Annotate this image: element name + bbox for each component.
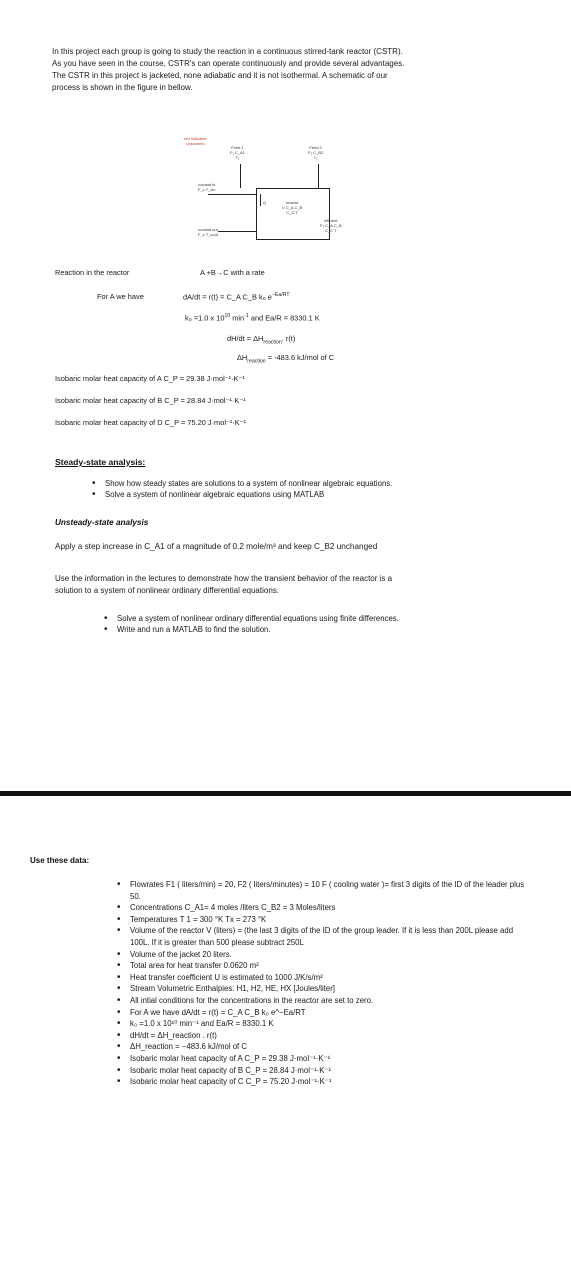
feed1-title: Feed 1 [231, 145, 244, 150]
coolant-in-line [208, 194, 256, 195]
dh-reaction-text: ΔH [237, 353, 248, 362]
data-item-cp-a: • Isobaric molar heat capacity of A C_P = 29.38 J·mol⁻¹·K⁻¹ [130, 1053, 530, 1065]
page-divider [0, 791, 571, 796]
feed1-label [230, 145, 245, 160]
data-item-temperatures: • Temperatures T 1 = 300 °K Tx = 273 °K [130, 914, 530, 926]
red-note-line2: unknowns [186, 141, 205, 146]
k0-exponent: 10 [224, 313, 231, 319]
jacket-wall [260, 194, 261, 206]
unsteady-state-list [103, 613, 557, 636]
coolant-in-text: coolant in [198, 182, 216, 187]
data-item-area: • Total area for heat transfer 0.0620 m² [130, 960, 530, 972]
data-item-initial-conditions: • All intial conditions for the concentrations in the reactor are set to zero. [130, 995, 530, 1007]
coolant-in-vars: F_c T_cin [198, 187, 216, 192]
cp-a-line: Isobaric molar heat capacity of A C_P = 29.38 J·mol⁻¹·K⁻¹ [55, 374, 245, 383]
effluent-vars: F₃ C_A C_B [320, 223, 342, 228]
feed1-vars: F₁ C_A1 [230, 150, 245, 155]
intro-line-1: In this project each group is going to study the reaction in a continuous stirred-tank reactor (CSTR). [52, 47, 403, 56]
dh-dt-tail: . r(t) [281, 334, 296, 343]
feed1-line [240, 164, 241, 188]
dh-dt-text: dH/dt = ΔH [227, 334, 264, 343]
cp-b-line: Isobaric molar heat capacity of B C_P = 28.84 J·mol⁻¹·K⁻¹ [55, 396, 246, 405]
steady-item-2: • Solve a system of nonlinear algebraic equations using MATLAB [105, 489, 555, 500]
k0-unit-exponent: -1 [244, 313, 249, 319]
data-item-reactor-volume: • Volume of the reactor V (liters) = (the last 3 digits of the ID of the group leader. If it is less than 200L please add 100L. If it is greater than 500 please subtract 250L [130, 925, 530, 948]
intro-line-4: process is shown in the figure in bellow. [52, 83, 193, 92]
steady-item-1: • Show how steady states are solutions to a system of nonlinear algebraic equations. [105, 478, 555, 489]
cp-d-line: Isobaric molar heat capacity of D C_P = 75.20 J·mol⁻¹·K⁻¹ [55, 418, 247, 427]
red-note-line1: red indicates [184, 136, 207, 141]
effluent-label [320, 218, 342, 233]
step-instruction: Apply a step increase in C_A1 of a magnitude of 0.2 mole/m³ and keep C_B2 unchanged [55, 542, 378, 551]
cstr-schematic [170, 130, 370, 250]
rate-equation-text: dA/dt = r(t) = C_A C_B k₀ e [183, 292, 272, 302]
red-note [184, 136, 207, 146]
dh-dt-line [227, 334, 295, 345]
reaction-label: Reaction in the reactor [55, 268, 130, 277]
data-item-dh-reaction: • ΔH_reaction = −483.6 kJ/mol of C [130, 1041, 530, 1053]
k0-line [185, 313, 320, 322]
steady-state-heading: Steady-state analysis: [55, 457, 146, 467]
intro-paragraph [52, 46, 522, 94]
data-item-rate: • For A we have dA/dt = r(t) = C_A C_B k₀ e^−Ea/RT [130, 1007, 530, 1019]
data-item-dh-dt: • dH/dt = ΔH_reaction . r(t) [130, 1030, 530, 1042]
reactor-title: reactor [285, 200, 299, 205]
reactor-vars2: C_C T [286, 210, 298, 215]
steady-state-list [91, 478, 555, 501]
data-item-flowrates: • Flowrates F1 ( liters/min) = 20, F2 ( liters/minutes) = 10 F ( cooling water )= first 3 digits of the ID of the leader plus 50. [130, 879, 530, 902]
unsteady-item-1: • Solve a system of nonlinear ordinary differential equations using finite differences. [117, 613, 557, 624]
unsteady-state-heading: Unsteady-state analysis [55, 518, 149, 527]
data-item-k0: • k₀ =1.0 x 10¹⁰ min⁻¹ and Ea/R = 8330.1 K [130, 1018, 530, 1030]
coolant-out-vars: F_c T_cout [198, 232, 218, 237]
rate-exponent: −Ea/RT [271, 292, 290, 298]
feed2-temp: T₂ [313, 155, 318, 160]
effluent-text: effluent [324, 218, 338, 223]
intro-line-3: The CSTR in this project is jacketed, none adiabatic and it is not isothermal. A schematic of our [52, 71, 388, 80]
intro-line-2: As you have seen in the course, CSTR's can operate continuously and provide several advantages. [52, 59, 405, 68]
data-heading: Use these data: [30, 856, 90, 865]
coolant-out-line [218, 231, 256, 232]
ea-r-text: and Ea/R = 8330.1 K [248, 313, 320, 323]
for-a-label: For A we have [97, 292, 144, 301]
feed2-label [308, 145, 323, 160]
k0-text: k₀ =1.0 x 10 [185, 313, 225, 323]
info-paragraph [55, 573, 545, 597]
feed2-title: Feed 2 [309, 145, 322, 150]
feed1-temp: T₁ [235, 155, 240, 160]
effluent-vars2: C_C T [325, 228, 337, 233]
data-item-heat-transfer: • Heat transfer coefficient U is estimated to 1000 J/K/s/m² [130, 972, 530, 984]
feed2-line [318, 164, 319, 188]
reactor-label [282, 200, 302, 215]
k0-unit: min [230, 313, 245, 323]
dh-reaction-line [237, 353, 334, 364]
data-item-enthalpies: • Stream Volumetric Enthalpies: H1, H2, HE, HX [Joules/liter] [130, 983, 530, 995]
data-list [116, 879, 530, 1088]
data-item-cp-c: • Isobaric molar heat capacity of C C_P = 75.20 J·mol⁻¹·K⁻¹ [130, 1076, 530, 1088]
unsteady-item-2: • Write and run a MATLAB to find the solution. [117, 624, 557, 635]
dh-dt-sub: reaction [263, 339, 282, 346]
dh-reaction-value: = -483.6 kJ/mol of C [265, 353, 335, 362]
reaction-equation: A +B→C with a rate [200, 268, 265, 277]
data-item-concentrations: • Concentrations C_A1= 4 moles /liters C_B2 = 3 Moles/liters [130, 902, 530, 914]
data-item-jacket-volume: • Volume of the jacket 20 liters. [130, 949, 530, 961]
data-item-cp-b: • Isobaric molar heat capacity of B C_P = 28.84 J·mol⁻¹·K⁻¹ [130, 1065, 530, 1077]
coolant-in-label [198, 182, 216, 192]
info-line-2: solution to a system of nonlinear ordinary differential equations. [55, 586, 279, 595]
rate-equation [183, 292, 290, 301]
coolant-out-label [198, 227, 218, 237]
reactor-vars: V C_A C_B [282, 205, 303, 210]
coolant-out-text: coolant out [198, 227, 218, 232]
q-label: Q [263, 200, 267, 205]
dh-reaction-sub: reaction [247, 358, 266, 365]
info-line-1: Use the information in the lectures to demonstrate how the transient behavior of the reactor is a [55, 574, 393, 583]
feed2-vars: F₂ C_B2 [308, 150, 324, 155]
